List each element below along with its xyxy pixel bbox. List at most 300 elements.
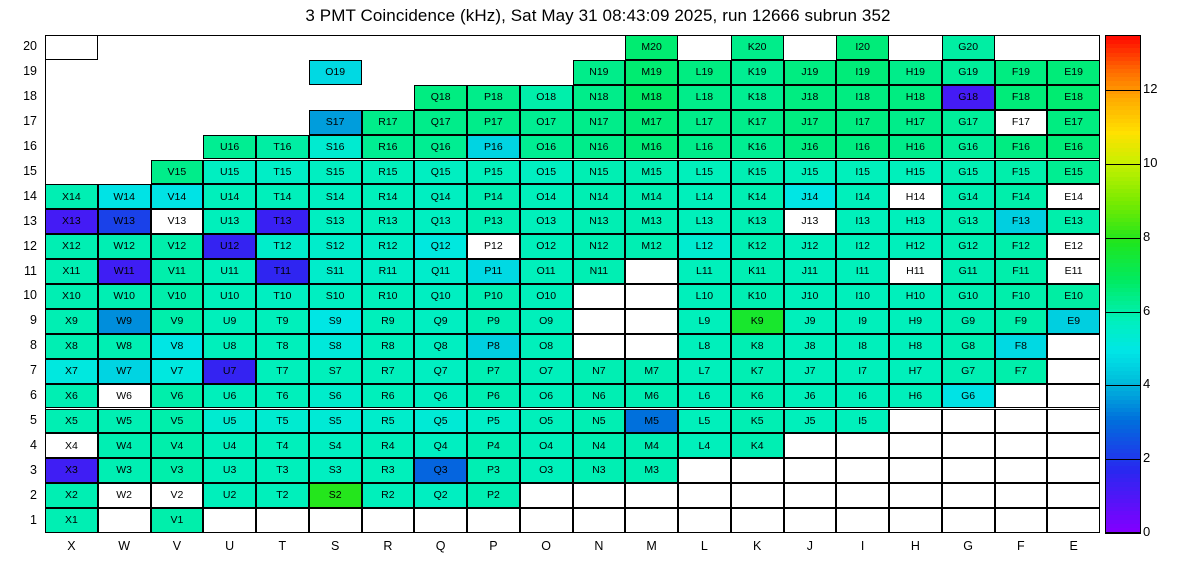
heatmap-cell-label: G12 xyxy=(958,240,979,253)
heatmap-cell xyxy=(836,334,889,359)
heatmap-cell-label: G13 xyxy=(958,215,979,228)
heatmap-cell xyxy=(889,508,942,533)
heatmap-cell xyxy=(1047,309,1100,334)
x-axis-tick: W xyxy=(118,539,131,553)
heatmap-cell xyxy=(625,60,678,85)
heatmap-cell xyxy=(731,184,784,209)
heatmap-cell-label: V9 xyxy=(170,315,184,328)
heatmap-cell-label: R17 xyxy=(378,115,398,128)
heatmap-cell xyxy=(467,309,520,334)
heatmap-cell-label: O3 xyxy=(539,464,554,477)
colorbar-tick-line xyxy=(1105,312,1141,313)
heatmap-cell xyxy=(309,60,362,85)
heatmap-cell xyxy=(309,309,362,334)
heatmap-cell xyxy=(625,508,678,533)
heatmap-cell-label: T12 xyxy=(273,240,292,253)
heatmap-cell-label: Q9 xyxy=(433,315,448,328)
heatmap-cell xyxy=(414,135,467,160)
heatmap-cell-label: Q12 xyxy=(430,240,451,253)
heatmap-cell-label: V2 xyxy=(170,489,184,502)
heatmap-cell xyxy=(942,135,995,160)
heatmap-cell xyxy=(784,508,837,533)
heatmap-cell xyxy=(203,284,256,309)
x-axis-tick: I xyxy=(860,539,865,553)
heatmap-cell xyxy=(784,209,837,234)
heatmap-cell xyxy=(256,284,309,309)
heatmap-cell-label: X12 xyxy=(62,240,81,253)
heatmap-cell-label: J13 xyxy=(801,215,819,228)
heatmap-cell-label: Q17 xyxy=(430,115,451,128)
heatmap-cell xyxy=(942,483,995,508)
heatmap-cell xyxy=(731,259,784,284)
heatmap-cell xyxy=(1047,209,1100,234)
heatmap-cell-label: H13 xyxy=(905,215,925,228)
heatmap-cell-label: P5 xyxy=(486,414,500,427)
heatmap-cell xyxy=(836,359,889,384)
heatmap-cell xyxy=(731,384,784,409)
heatmap-cell-label: Q2 xyxy=(433,489,448,502)
x-axis-tick: O xyxy=(541,539,551,553)
heatmap-cell xyxy=(467,110,520,135)
heatmap-cell xyxy=(995,60,1048,85)
heatmap-cell xyxy=(942,85,995,110)
heatmap-cell-label: F14 xyxy=(1011,190,1030,203)
heatmap-cell xyxy=(45,284,98,309)
heatmap-cell xyxy=(784,85,837,110)
heatmap-cell-label: R2 xyxy=(381,489,395,502)
heatmap-cell xyxy=(520,160,573,185)
heatmap-cell xyxy=(889,284,942,309)
heatmap-cell-label: H15 xyxy=(905,165,925,178)
heatmap-cell xyxy=(1047,483,1100,508)
heatmap-cell xyxy=(203,508,256,533)
heatmap-cell-label: F7 xyxy=(1014,364,1027,377)
heatmap-cell xyxy=(256,209,309,234)
heatmap-cell xyxy=(889,359,942,384)
heatmap-cell xyxy=(836,384,889,409)
page-title: 3 PMT Coincidence (kHz), Sat May 31 08:43:09 2025, run 12666 subrun 352 xyxy=(305,6,891,25)
heatmap-cell xyxy=(309,234,362,259)
heatmap-cell xyxy=(573,259,626,284)
heatmap-cell-label: E10 xyxy=(1064,290,1083,303)
heatmap-cell xyxy=(625,409,678,434)
y-axis-tick: 13 xyxy=(23,213,37,228)
heatmap-cell-label: S8 xyxy=(328,339,342,352)
heatmap-cell xyxy=(151,160,204,185)
heatmap-cell xyxy=(520,433,573,458)
heatmap-cell xyxy=(678,433,731,458)
heatmap-cell-label: S11 xyxy=(326,265,345,278)
heatmap-cell-label: P16 xyxy=(484,140,503,153)
heatmap-cell-label: X6 xyxy=(64,389,78,402)
heatmap-cell xyxy=(731,409,784,434)
heatmap-cell xyxy=(151,309,204,334)
heatmap-cell-label: L18 xyxy=(695,90,714,103)
heatmap-cell-label: M12 xyxy=(641,240,662,253)
heatmap-cell xyxy=(731,160,784,185)
heatmap-cell-label: W12 xyxy=(113,240,135,253)
colorbar-tick-line xyxy=(1105,385,1141,386)
heatmap-cell xyxy=(520,508,573,533)
heatmap-cell-label: K5 xyxy=(750,414,764,427)
heatmap-cell-label: I14 xyxy=(855,190,870,203)
heatmap-cell xyxy=(362,284,415,309)
heatmap-cell xyxy=(203,184,256,209)
heatmap-cell xyxy=(203,135,256,160)
heatmap-cell xyxy=(203,160,256,185)
heatmap-cell-label: G19 xyxy=(958,66,979,79)
heatmap-cell-label: M7 xyxy=(644,364,659,377)
heatmap-cell xyxy=(467,209,520,234)
heatmap-cell xyxy=(995,359,1048,384)
heatmap-cell-label: P6 xyxy=(486,389,500,402)
heatmap-cell xyxy=(1047,184,1100,209)
y-axis-tick: 2 xyxy=(30,487,37,502)
heatmap-cell xyxy=(942,184,995,209)
heatmap-cell xyxy=(520,110,573,135)
heatmap-cell xyxy=(203,309,256,334)
x-axis-tick: J xyxy=(806,539,813,553)
heatmap-cell xyxy=(889,184,942,209)
heatmap-cell xyxy=(573,160,626,185)
heatmap-cell xyxy=(520,85,573,110)
heatmap-cell-label: P7 xyxy=(486,364,500,377)
heatmap-cell-label: F16 xyxy=(1011,140,1030,153)
heatmap-cell xyxy=(889,409,942,434)
heatmap-cell-label: S2 xyxy=(328,489,342,502)
heatmap-cell xyxy=(256,309,309,334)
heatmap-cell xyxy=(98,284,151,309)
heatmap-cell xyxy=(1047,433,1100,458)
heatmap-cell xyxy=(98,259,151,284)
heatmap-cell-label: L13 xyxy=(695,215,714,228)
heatmap-cell-label: S7 xyxy=(328,364,342,377)
heatmap-cell-label: E12 xyxy=(1064,240,1083,253)
heatmap-cell xyxy=(784,409,837,434)
heatmap-cell xyxy=(678,458,731,483)
heatmap-cell-label: V7 xyxy=(170,364,184,377)
heatmap-cell xyxy=(414,284,467,309)
heatmap-cell xyxy=(256,160,309,185)
heatmap-cell xyxy=(573,508,626,533)
heatmap-cell-label: T5 xyxy=(276,414,289,427)
colorbar-tick-line xyxy=(1105,164,1141,165)
heatmap-cell xyxy=(414,433,467,458)
heatmap-cell-label: I13 xyxy=(855,215,870,228)
heatmap-cell xyxy=(625,160,678,185)
heatmap-cell xyxy=(309,110,362,135)
heatmap-cell-label: H8 xyxy=(908,339,923,352)
heatmap-cell-label: T4 xyxy=(276,439,289,452)
heatmap-cell-label: R7 xyxy=(381,364,395,377)
heatmap-cell xyxy=(836,433,889,458)
heatmap-cell-label: U3 xyxy=(222,464,237,477)
heatmap-cell xyxy=(942,433,995,458)
heatmap-cell xyxy=(45,184,98,209)
heatmap-cell xyxy=(625,135,678,160)
x-axis-tick: E xyxy=(1069,539,1078,553)
heatmap-cell-label: P12 xyxy=(484,240,503,253)
heatmap-cell xyxy=(625,359,678,384)
heatmap-cell xyxy=(625,209,678,234)
heatmap-cell xyxy=(414,334,467,359)
x-axis-tick: G xyxy=(963,539,973,553)
heatmap-cell-label: F13 xyxy=(1011,215,1030,228)
heatmap-cell xyxy=(151,334,204,359)
heatmap-cell xyxy=(414,458,467,483)
heatmap-cell xyxy=(467,184,520,209)
heatmap-cell-label: W13 xyxy=(113,215,135,228)
heatmap-cell xyxy=(98,384,151,409)
heatmap-cell-label: W10 xyxy=(113,290,135,303)
heatmap-cell xyxy=(520,209,573,234)
heatmap-cell-label: W5 xyxy=(116,414,132,427)
heatmap-cell xyxy=(467,234,520,259)
heatmap-cell xyxy=(995,409,1048,434)
heatmap-cell xyxy=(942,234,995,259)
heatmap-cell xyxy=(414,259,467,284)
heatmap-cell-label: E19 xyxy=(1064,66,1083,79)
heatmap-cell xyxy=(362,209,415,234)
heatmap-cell-label: G16 xyxy=(958,140,979,153)
heatmap-cell-label: H9 xyxy=(908,315,923,328)
heatmap-cell-label: V5 xyxy=(170,414,184,427)
heatmap-cell-label: E14 xyxy=(1064,190,1083,203)
heatmap-cell-label: R4 xyxy=(381,439,395,452)
heatmap-cell xyxy=(203,458,256,483)
y-axis-tick: 16 xyxy=(23,139,37,154)
heatmap-cell-label: E17 xyxy=(1064,115,1083,128)
heatmap-cell xyxy=(45,334,98,359)
heatmap-cell-label: H18 xyxy=(905,90,925,103)
heatmap-cell xyxy=(362,433,415,458)
heatmap-cell-label: W7 xyxy=(116,364,132,377)
heatmap-cell xyxy=(520,409,573,434)
heatmap-cell-label: J12 xyxy=(801,240,819,253)
heatmap-cell-label: J8 xyxy=(804,339,816,352)
heatmap-cell-label: O13 xyxy=(536,215,557,228)
y-axis-tick: 1 xyxy=(30,512,37,527)
heatmap-cell-label: X2 xyxy=(64,489,78,502)
heatmap-cell-label: L10 xyxy=(695,290,714,303)
heatmap-cell xyxy=(309,409,362,434)
heatmap-cell xyxy=(942,209,995,234)
heatmap-cell xyxy=(151,234,204,259)
heatmap-cell-label: O10 xyxy=(536,290,557,303)
colorbar-tick-label: 12 xyxy=(1143,81,1158,97)
heatmap-cell xyxy=(98,334,151,359)
heatmap-cell-label: R15 xyxy=(378,165,398,178)
y-axis-tick: 9 xyxy=(30,313,37,328)
heatmap-cell xyxy=(98,359,151,384)
heatmap-cell xyxy=(256,135,309,160)
heatmap-cell xyxy=(1047,384,1100,409)
heatmap-cell xyxy=(203,384,256,409)
heatmap-cell-label: O14 xyxy=(536,190,557,203)
heatmap-cell-label: K12 xyxy=(747,240,767,253)
heatmap-cell-label: J15 xyxy=(801,165,819,178)
heatmap-cell-label: N15 xyxy=(589,165,609,178)
heatmap-cell-label: J11 xyxy=(801,265,818,278)
heatmap-cell-label: T13 xyxy=(273,215,292,228)
heatmap-cell-label: O15 xyxy=(536,165,557,178)
heatmap-cell-label: X8 xyxy=(64,339,78,352)
heatmap-cell-label: S15 xyxy=(325,165,345,178)
heatmap-cell xyxy=(573,384,626,409)
heatmap-cell-label: O4 xyxy=(539,439,554,452)
heatmap-cell-label: T15 xyxy=(273,165,292,178)
heatmap-cell xyxy=(1047,359,1100,384)
heatmap-cell-label: F12 xyxy=(1011,240,1030,253)
heatmap-cell xyxy=(45,433,98,458)
heatmap-cell xyxy=(942,110,995,135)
heatmap-cell xyxy=(731,35,784,60)
heatmap-cell-label: I5 xyxy=(858,414,867,427)
heatmap-cell-label: P18 xyxy=(484,90,503,103)
heatmap-cell-label: G10 xyxy=(958,290,979,303)
heatmap-cell-label: R6 xyxy=(381,389,395,402)
heatmap-cell xyxy=(467,508,520,533)
heatmap-cell-label: O18 xyxy=(536,90,557,103)
heatmap-cell-label: E13 xyxy=(1064,215,1083,228)
heatmap-cell xyxy=(573,209,626,234)
heatmap-cell xyxy=(98,234,151,259)
heatmap-cell-label: U2 xyxy=(222,489,237,502)
heatmap-cell xyxy=(942,409,995,434)
heatmap-cell xyxy=(203,483,256,508)
y-axis-tick: 11 xyxy=(24,263,37,278)
heatmap-cell xyxy=(256,359,309,384)
heatmap-cell xyxy=(836,409,889,434)
heatmap-cell-label: S3 xyxy=(328,464,342,477)
heatmap-cell xyxy=(731,334,784,359)
heatmap-cell-label: H16 xyxy=(905,140,925,153)
x-axis-tick: M xyxy=(646,539,657,553)
heatmap-cell xyxy=(256,259,309,284)
heatmap-cell-label: U4 xyxy=(222,439,237,452)
heatmap-cell-label: Q8 xyxy=(433,339,448,352)
heatmap-cell xyxy=(256,384,309,409)
heatmap-cell xyxy=(678,508,731,533)
heatmap-cell xyxy=(784,309,837,334)
heatmap-cell-label: K6 xyxy=(750,389,764,402)
heatmap-cell-label: T9 xyxy=(276,315,289,328)
heatmap-cell xyxy=(1047,234,1100,259)
heatmap-cell-label: T14 xyxy=(273,190,292,203)
heatmap-cell xyxy=(942,259,995,284)
heatmap-cell-label: X13 xyxy=(62,215,81,228)
heatmap-cell-label: T16 xyxy=(273,140,292,153)
colorbar-tick-line xyxy=(1105,533,1141,534)
heatmap-cell-label: F9 xyxy=(1014,315,1027,328)
heatmap-cell-label: P10 xyxy=(484,290,503,303)
heatmap-cell-label: J6 xyxy=(804,389,816,402)
heatmap-cell xyxy=(995,184,1048,209)
heatmap-cell-label: U6 xyxy=(222,389,237,402)
heatmap-cell xyxy=(731,433,784,458)
heatmap-cell-label: M18 xyxy=(641,90,662,103)
heatmap-cell-label: I12 xyxy=(855,240,870,253)
heatmap-cell-label: I9 xyxy=(858,315,867,328)
heatmap-cell-label: P14 xyxy=(484,190,503,203)
heatmap-cell xyxy=(1047,334,1100,359)
heatmap-cell xyxy=(256,508,309,533)
heatmap-cell-label: K13 xyxy=(747,215,767,228)
heatmap-cell-label: K7 xyxy=(750,364,764,377)
heatmap-cell xyxy=(573,458,626,483)
heatmap-cell xyxy=(942,35,995,60)
heatmap-cell xyxy=(467,483,520,508)
heatmap-cell xyxy=(1047,259,1100,284)
heatmap-cell xyxy=(414,309,467,334)
heatmap-cell xyxy=(678,384,731,409)
heatmap-cell-label: R16 xyxy=(378,140,398,153)
heatmap-cell-label: G18 xyxy=(958,90,979,103)
heatmap-cell-label: V14 xyxy=(167,190,187,203)
heatmap-cell-label: N18 xyxy=(589,90,609,103)
heatmap-cell xyxy=(836,234,889,259)
heatmap-cell xyxy=(45,234,98,259)
heatmap-cell xyxy=(467,284,520,309)
heatmap-cell-label: V11 xyxy=(167,265,186,278)
heatmap-cell xyxy=(889,458,942,483)
heatmap-cell xyxy=(256,184,309,209)
heatmap-cell xyxy=(414,234,467,259)
heatmap-cell xyxy=(45,384,98,409)
heatmap-cell-label: G11 xyxy=(958,265,978,278)
heatmap-cell xyxy=(889,384,942,409)
heatmap-cell-label: X14 xyxy=(62,190,81,203)
heatmap-cell xyxy=(256,409,309,434)
heatmap-cell xyxy=(467,458,520,483)
heatmap-cell-label: X10 xyxy=(62,290,81,303)
heatmap-cell xyxy=(836,508,889,533)
heatmap-cell-label: I17 xyxy=(855,115,870,128)
heatmap-cell xyxy=(678,359,731,384)
heatmap-cell xyxy=(1047,284,1100,309)
heatmap-cell xyxy=(836,110,889,135)
heatmap-cell xyxy=(309,384,362,409)
heatmap-cell xyxy=(203,234,256,259)
heatmap-cell xyxy=(836,259,889,284)
heatmap-cell-label: K11 xyxy=(748,265,767,278)
heatmap-cell xyxy=(414,184,467,209)
heatmap-cell-label: O7 xyxy=(539,364,554,377)
heatmap-cell-label: Q5 xyxy=(433,414,448,427)
heatmap-cell xyxy=(467,433,520,458)
heatmap-cell xyxy=(151,259,204,284)
heatmap-cell xyxy=(362,309,415,334)
heatmap-cell-label: L5 xyxy=(698,414,711,427)
heatmap-cell xyxy=(889,135,942,160)
y-axis-tick: 12 xyxy=(23,238,37,253)
heatmap-cell xyxy=(731,483,784,508)
heatmap-cell-label: P13 xyxy=(484,215,503,228)
heatmap-cell xyxy=(836,60,889,85)
heatmap-cell xyxy=(520,458,573,483)
heatmap-cell-label: P8 xyxy=(486,339,500,352)
heatmap-cell-label: N19 xyxy=(589,66,609,79)
heatmap-cell xyxy=(784,135,837,160)
heatmap-cell xyxy=(573,483,626,508)
heatmap-cell-label: U14 xyxy=(219,190,240,203)
heatmap-cell-label: L9 xyxy=(698,315,711,328)
heatmap-cell xyxy=(889,234,942,259)
heatmap-cell xyxy=(784,359,837,384)
heatmap-cell xyxy=(995,135,1048,160)
heatmap-cell-label: Q16 xyxy=(430,140,451,153)
heatmap-cell xyxy=(98,309,151,334)
